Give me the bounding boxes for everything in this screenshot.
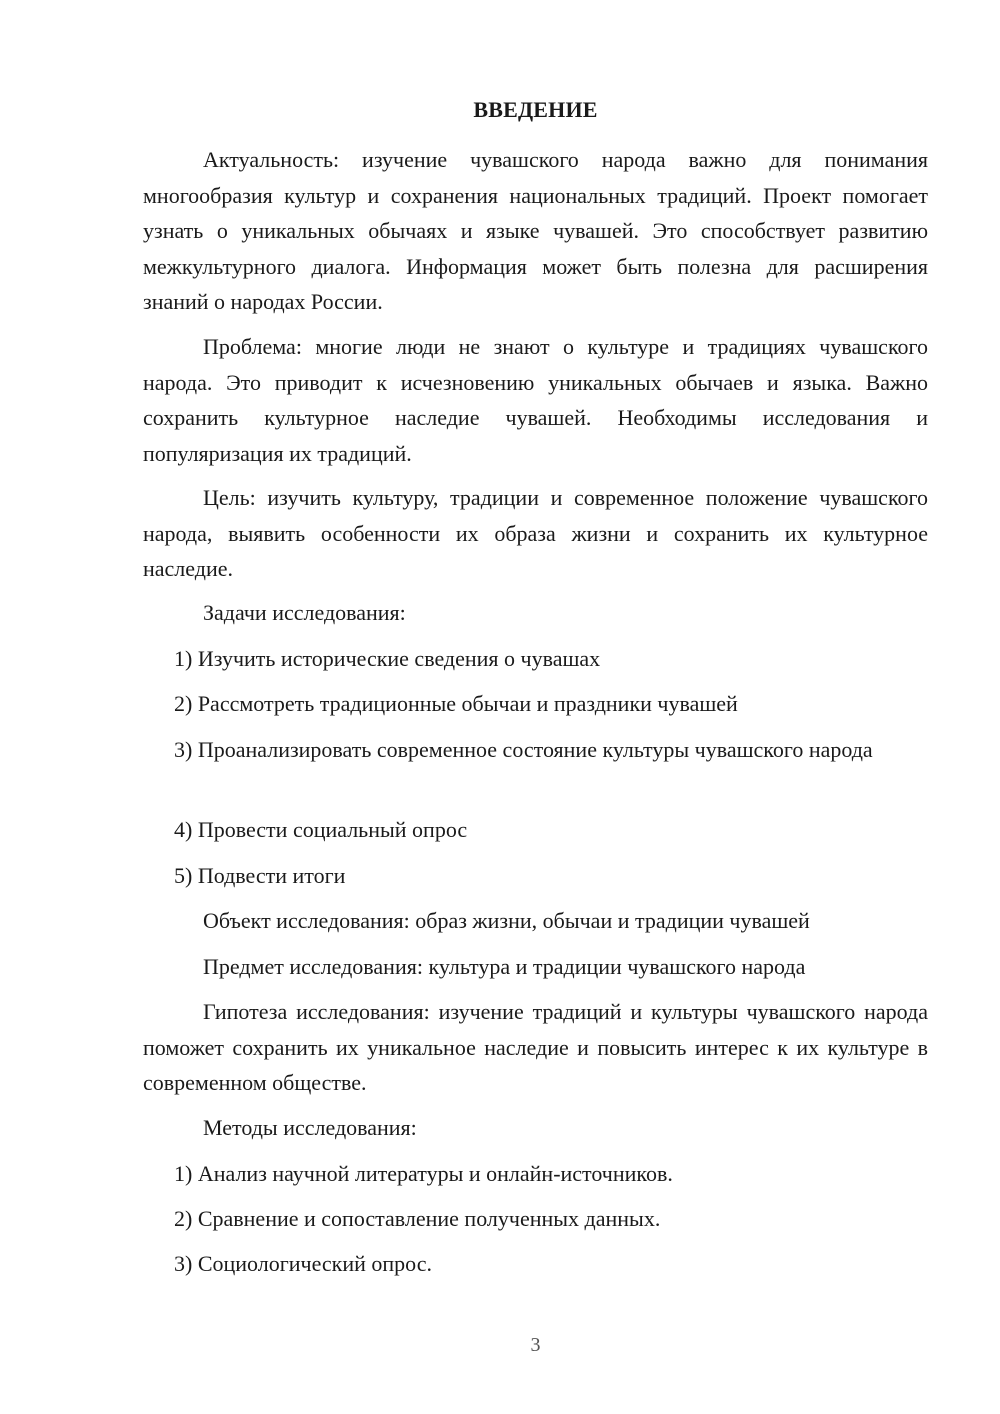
goal-paragraph: Цель: изучить культуру, традиции и современное положение чувашского народа, выявить особенности их образа жизни и сохранить их культурное наследие.: [143, 485, 928, 581]
method-item-3: 3) Социологический опрос.: [174, 1251, 432, 1276]
page-title: ВВЕДЕНИЕ: [473, 97, 598, 122]
problem-paragraph: Проблема: многие люди не знают о культуре и традициях чувашского народа. Это приводит к исчезновению уникальных обычаев и языка. Важно сохранить культурное наследие чувашей. Необходимы исследования и популяризация их традиций.: [143, 334, 928, 466]
methods-heading: Методы исследования:: [203, 1115, 417, 1140]
task-item-1: 1) Изучить исторические сведения о чувашах: [174, 646, 601, 671]
task-item-5: 5) Подвести итоги: [174, 863, 346, 888]
page-number: 3: [530, 1334, 541, 1356]
tasks-heading: Задачи исследования:: [203, 600, 406, 625]
task-item-4: 4) Провести социальный опрос: [174, 817, 468, 842]
subject-paragraph: Предмет исследования: культура и традиции чувашского народа: [203, 954, 806, 979]
hypothesis-paragraph: Гипотеза исследования: изучение традиций и культуры чувашского народа поможет сохранить их уникальное наследие и повысить интерес к их культуре в современном обществе.: [143, 999, 928, 1095]
method-item-1: 1) Анализ научной литературы и онлайн-источников.: [174, 1161, 673, 1186]
task-item-3: 3) Проанализировать современное состояние культуры чувашского народа: [174, 737, 873, 762]
document-page: [143, 0, 928, 1414]
task-item-2: 2) Рассмотреть традиционные обычаи и праздники чувашей: [174, 691, 738, 716]
method-item-2: 2) Сравнение и сопоставление полученных данных.: [174, 1206, 661, 1231]
object-paragraph: Объект исследования: образ жизни, обычаи и традиции чувашей: [203, 908, 810, 933]
relevance-paragraph: Актуальность: изучение чувашского народа важно для понимания многообразия культур и сохранения национальных традиций. Проект помогает узнать о уникальных обычаях и языке чувашей. Это способствует развитию межкультурного диалога. Информация может быть полезна для расширения знаний о народах России.: [143, 147, 928, 314]
